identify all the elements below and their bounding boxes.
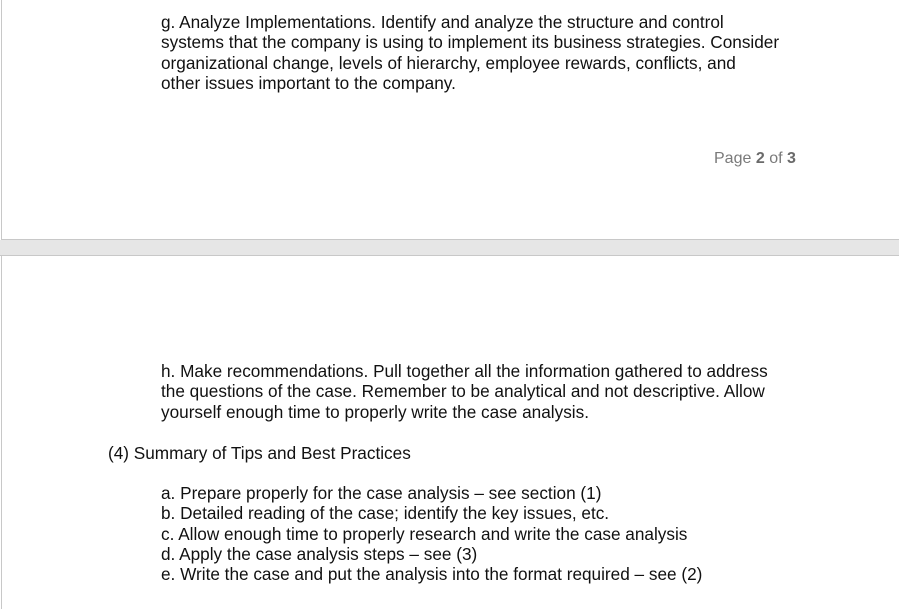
- document-page-3: [1, 256, 899, 609]
- list-item: d. Apply the case analysis steps – see (3): [161, 543, 478, 564]
- current-page-number: 2: [755, 150, 765, 167]
- paragraph-line: yourself enough time to properly write the case analysis.: [161, 401, 589, 422]
- list-item: c. Allow enough time to properly research and write the case analysis: [161, 523, 688, 544]
- paragraph-analyze-implementations: [161, 12, 779, 93]
- section-heading-summary: (4) Summary of Tips and Best Practices: [108, 443, 411, 463]
- paragraph-line: g. Analyze Implementations. Identify and analyze the structure and control: [161, 12, 724, 32]
- paragraph-line: the questions of the case. Remember to be analytical and not descriptive. Allow: [161, 381, 765, 402]
- paragraph-make-recommendations: [161, 361, 768, 422]
- paragraph-line: systems that the company is using to implement its business strategies. Consider: [161, 32, 780, 53]
- total-pages-number: 3: [786, 150, 796, 167]
- paragraph-line: other issues important to the company.: [161, 72, 456, 93]
- list-item: a. Prepare properly for the case analysis – see section (1): [161, 483, 602, 503]
- list-item: e. Write the case and put the analysis into the format required – see (2): [161, 564, 703, 585]
- document-page-2: [1, 0, 899, 240]
- paragraph-line: organizational change, levels of hierarchy, employee rewards, conflicts, and: [161, 52, 736, 73]
- tips-list: [161, 483, 702, 584]
- page-number: [714, 150, 796, 168]
- page-label: Page: [714, 150, 752, 167]
- list-item: b. Detailed reading of the case; identify the key issues, etc.: [161, 503, 610, 524]
- page-separator: [0, 240, 899, 256]
- paragraph-line: h. Make recommendations. Pull together all the information gathered to address: [161, 361, 768, 381]
- of-label: of: [769, 150, 783, 167]
